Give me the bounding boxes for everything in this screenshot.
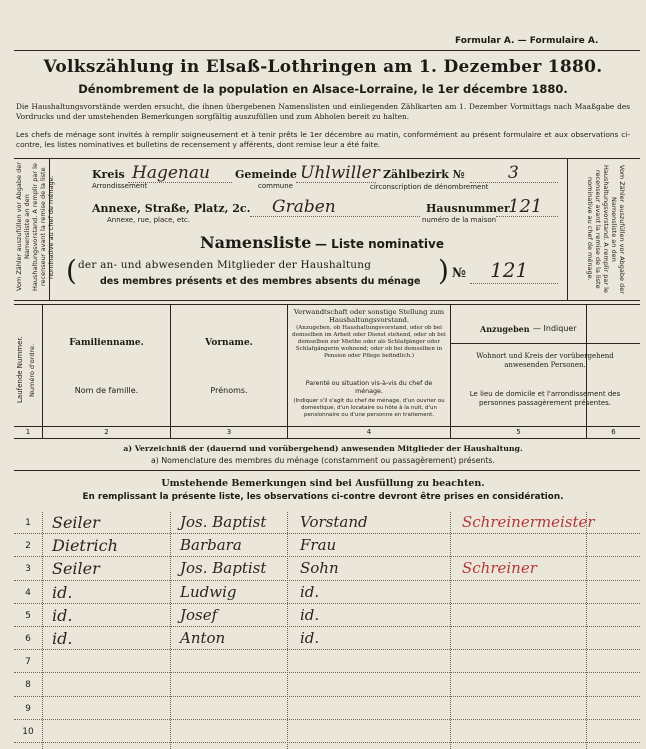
row-family-name: Dietrich xyxy=(52,536,118,556)
row-remark: Schreinermeister xyxy=(462,513,595,531)
row-col-divider xyxy=(42,512,43,749)
section-a-fr: a) Nomenclature des membres du ménage (constamment ou passagèrement) présents. xyxy=(151,456,495,465)
col2-header-fr: Nom de famille. xyxy=(74,386,139,395)
col4-header-fr-sub: (Indiquer s'il s'agit du chef de ménage, d'un ouvrier ou domestique, d'un locataire ou hôte à la nuit, d'un pensionnaire ou d'une personne en traitement. xyxy=(293,398,445,418)
col-div-1 xyxy=(42,304,43,438)
annexe-line xyxy=(250,216,420,217)
row-col-divider xyxy=(586,512,587,749)
row-family-name: id. xyxy=(52,629,73,648)
cols-top-rule xyxy=(14,304,640,305)
row-rule xyxy=(14,742,640,743)
col4-header-de-sub: (Anzugeben, ob Haushaltungsvorstand, oder ob bei demselben im Arbeit oder Dienst stehend, oder ob bei demselben zur Miethe oder als Schlafgänger oder Schlafgängerin wohnend; oder ob bei demselben in Pension oder Pflege befindlich.) xyxy=(292,325,446,359)
row-first-name: Ludwig xyxy=(180,582,237,601)
row-number: 10 xyxy=(22,726,34,737)
kreis-label: Kreis xyxy=(92,168,125,181)
row-number: 2 xyxy=(25,541,31,552)
gemeinde-value: Uhlwiller xyxy=(300,163,380,183)
row-rule xyxy=(14,626,640,627)
row-family-name: id. xyxy=(52,605,73,625)
hausnummer-sublabel: numéro de la maison xyxy=(422,216,497,224)
col-div-4 xyxy=(450,304,451,438)
row-relation: id. xyxy=(300,582,320,601)
gemeinde-label: Gemeinde xyxy=(235,168,297,181)
row-number: 3 xyxy=(25,564,31,575)
row-rule xyxy=(14,649,640,650)
row-first-name: Barbara xyxy=(180,536,242,555)
col-div-5 xyxy=(586,304,587,438)
row-relation: id. xyxy=(300,605,320,624)
liste-title-de: Namensliste xyxy=(200,233,312,252)
row-relation: Vorstand xyxy=(300,513,368,531)
row-number: 1 xyxy=(25,518,31,528)
liste-number-line xyxy=(470,283,558,284)
row-number: 9 xyxy=(25,703,31,714)
row-col-divider xyxy=(450,512,451,749)
zaehlbezirk-line xyxy=(470,182,558,183)
col-div-3 xyxy=(287,304,288,438)
col3-header-de: Vorname. xyxy=(205,338,253,348)
row-rule xyxy=(14,696,640,697)
side-note-right: Vom Zähler auszufüllen vor Abgabe der Namensliste an den Haushaltungsvorstand. A remplir par le recenseur avant la remise de la liste nominative au chef de ménage. xyxy=(586,164,626,294)
row-rule xyxy=(14,556,640,557)
row-relation: Frau xyxy=(300,536,337,555)
col1-header-fr: Numéro d'ordre. xyxy=(28,343,36,397)
col-num-2: 2 xyxy=(104,428,109,436)
gemeinde-line xyxy=(296,182,376,183)
liste-title-fr: — Liste nominative xyxy=(315,237,444,251)
row-number: 4 xyxy=(25,587,31,598)
row-first-name: Anton xyxy=(180,629,226,647)
col4-header-de: Verwandtschaft oder sonstige Stellung zum Haushaltungsvorstand. xyxy=(293,308,445,324)
row-number: 5 xyxy=(25,610,31,621)
annexe-sublabel: Annexe, rue, place, etc. xyxy=(107,216,191,224)
top-rule xyxy=(14,50,640,51)
col5-header-de: Anzugeben xyxy=(480,324,530,334)
row-number: 8 xyxy=(25,680,31,691)
title-fr: Dénombrement de la population en Alsace-Lorraine, le 1er décembre 1880. xyxy=(78,82,568,96)
row-number: 7 xyxy=(25,657,31,668)
col5-sub-rule xyxy=(450,343,640,344)
liste-number-label: № xyxy=(452,266,467,281)
cols-bottom-rule xyxy=(14,438,640,439)
row-first-name: Josef xyxy=(180,605,218,624)
row-first-name: Jos. Baptist xyxy=(180,559,267,578)
side-note-left: Vom Zähler auszufüllen vor Abgabe der Namensliste an den Haushaltungsvorstand. A remplir par le recenseur avant la remise de la liste nominative au chef de ménage. xyxy=(15,162,55,292)
row-family-name: Seiler xyxy=(52,513,100,532)
row-col-divider xyxy=(170,512,171,749)
box-bottom-rule xyxy=(14,300,640,301)
kreis-value: Hagenau xyxy=(132,163,210,183)
row-rule xyxy=(14,672,640,673)
kreis-line xyxy=(128,182,232,183)
col-div-2 xyxy=(170,304,171,438)
liste-bracket-right: ) xyxy=(438,254,449,287)
section-a-de: a) Verzeichniß der (dauernd und vorübergehend) anwesenden Mitglieder der Haushaltung. xyxy=(123,444,523,453)
annexe-label: Annexe, Straße, Platz, 2c. xyxy=(92,202,251,215)
intro-de: Die Haushaltungsvorstände werden ersucht, die ihnen übergebenen Namenslisten und einliegenden Zählkarten am 1. Dezember Vormittags nach Maaßgabe des Vordrucks und der umstehenden Bemerkungen sorgfältig auszufüllen und zum Abholen bereit zu halten. xyxy=(16,102,630,121)
box-top-rule xyxy=(14,158,640,159)
row-col-divider xyxy=(287,512,288,749)
section-a-rule xyxy=(14,470,640,471)
hausnummer-line xyxy=(496,216,558,217)
col2-header-de: Familienname. xyxy=(69,338,144,348)
row-rule xyxy=(14,580,640,581)
col3-header-fr: Prénoms. xyxy=(210,386,248,395)
row-relation: Sohn xyxy=(300,559,339,578)
row-rule xyxy=(14,603,640,604)
row-first-name: Jos. Baptist xyxy=(180,513,267,531)
col-num-5: 5 xyxy=(516,428,521,436)
row-rule xyxy=(14,533,640,534)
gemeinde-sublabel: commune xyxy=(258,182,293,190)
liste-number-value: 121 xyxy=(490,258,529,282)
cols-num-rule xyxy=(14,426,640,427)
col-num-4: 4 xyxy=(366,428,372,436)
zaehlbezirk-value: 3 xyxy=(508,163,519,183)
intro-fr: Les chefs de ménage sont invités à remplir soigneusement et à tenir prêts le 1er décembre au matin, conformément au présent formulaire et aux observations ci-contre, les listes nominatives et bulletins de recensement y afférents, dont remise leur a été faite. xyxy=(16,130,630,149)
col5-sub-de: Wohnort und Kreis der vorübergehend anwesenden Personen. xyxy=(476,352,614,369)
zaehlbezirk-sublabel: circonscription de dénombrement xyxy=(370,183,489,191)
row-remark: Schreiner xyxy=(462,559,537,578)
form-label: Formular A. — Formulaire A. xyxy=(455,36,599,46)
col-num-6: 6 xyxy=(611,428,616,436)
row-family-name: Seiler xyxy=(52,559,100,579)
col5-header-fr: — Indiquer xyxy=(533,324,577,333)
col5-sub-fr: Le lieu de domicile et l'arrondissement des personnes passagèrement présentes. xyxy=(469,390,621,407)
hausnummer-label: Hausnummer xyxy=(426,202,510,215)
row-number: 6 xyxy=(25,634,31,644)
title-de: Volkszählung in Elsaß-Lothringen am 1. Dezember 1880. xyxy=(43,57,603,77)
box-right-divider xyxy=(567,158,568,300)
row-rule xyxy=(14,719,640,720)
remarks-de: Umstehende Bemerkungen sind bei Ausfüllung zu beachten. xyxy=(161,478,485,489)
col4-header-fr: Parenté ou situation vis-à-vis du chef de ménage. xyxy=(305,380,433,395)
annexe-value: Graben xyxy=(272,197,336,217)
col-num-1: 1 xyxy=(25,428,31,436)
remarks-fr: En remplissant la présente liste, les observations ci-contre devront être prises en considération. xyxy=(82,492,564,502)
kreis-sublabel: Arrondissement xyxy=(92,182,148,190)
zaehlbezirk-label: Zählbezirk № xyxy=(383,168,465,181)
liste-sub-fr: des membres présents et des membres absents du ménage xyxy=(100,276,421,287)
liste-bracket-left: ( xyxy=(66,254,77,287)
liste-sub-de: der an- und abwesenden Mitglieder der Haushaltung xyxy=(78,259,372,271)
row-family-name: id. xyxy=(52,582,73,602)
hausnummer-value: 121 xyxy=(508,196,543,217)
col-num-3: 3 xyxy=(226,428,232,436)
row-relation: id. xyxy=(300,629,320,647)
col1-header-de: Laufende Nummer. xyxy=(16,336,24,404)
